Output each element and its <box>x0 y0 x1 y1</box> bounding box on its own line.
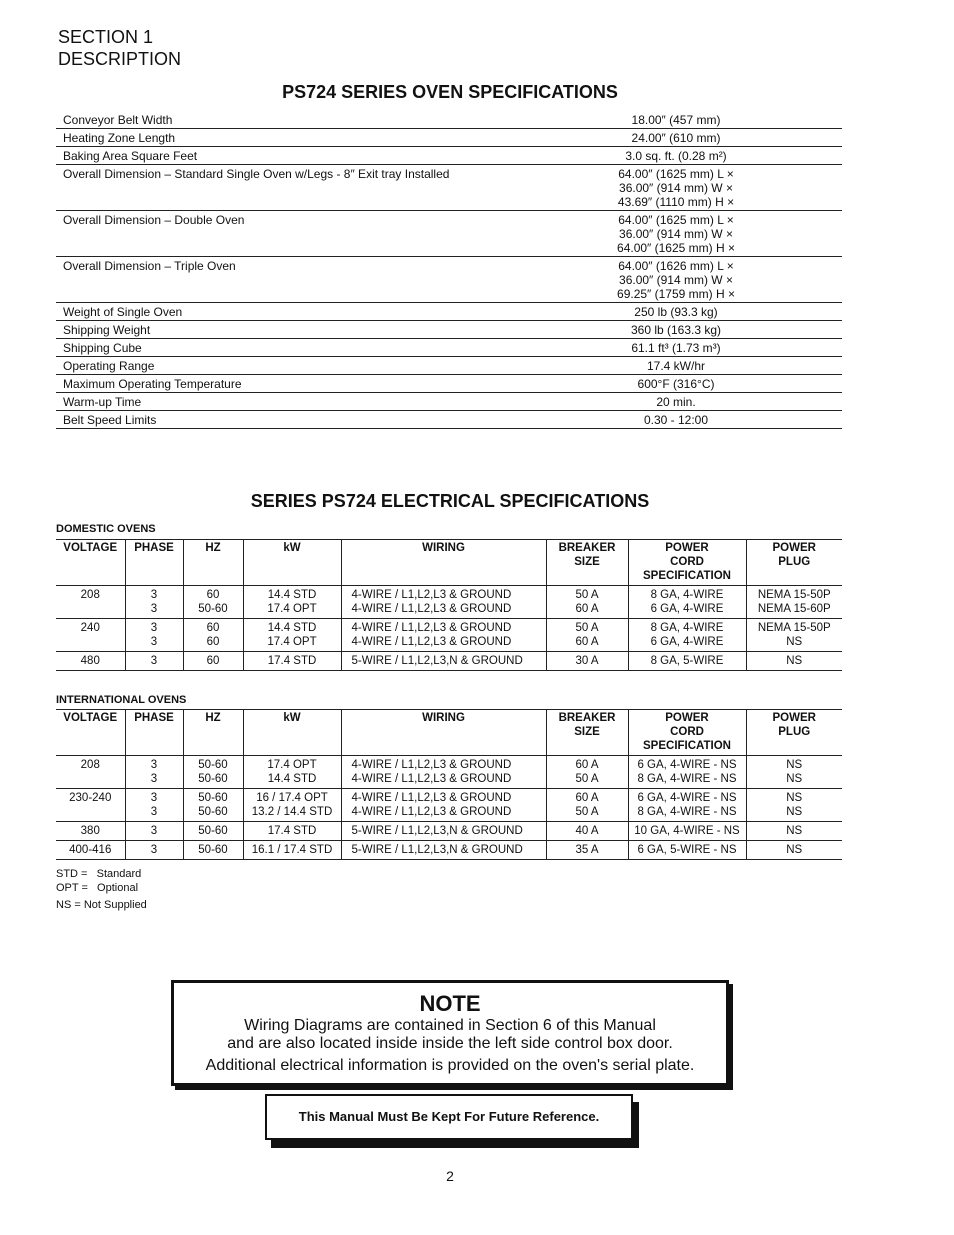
power-plug-value: NS <box>786 655 803 667</box>
phase-value: 3 <box>150 844 158 856</box>
phase-cell <box>125 756 183 789</box>
spec-value <box>509 147 842 165</box>
power-cord-value: 8 GA, 4-WIRE <box>650 589 724 601</box>
spec-label: Belt Speed Limits <box>56 411 509 429</box>
hz-cell <box>183 756 243 789</box>
phase-value: 3 <box>150 636 158 648</box>
spec-value-line: 20 min. <box>656 395 696 409</box>
voltage-cell <box>56 841 125 860</box>
kw-cell <box>243 789 341 822</box>
power-cord-cell <box>628 586 746 619</box>
table-row <box>56 756 842 789</box>
wiring-value: 4-WIRE / L1,L2,L3 & GROUND <box>351 792 512 804</box>
column-header-kw: kW <box>243 710 341 756</box>
kw-cell <box>243 822 341 841</box>
hz-cell <box>183 822 243 841</box>
phase-value: 3 <box>150 825 158 837</box>
hz-value: 50-60 <box>198 773 228 785</box>
column-header-hz: HZ <box>183 710 243 756</box>
spec-value-line: 64.00″ (1625 mm) L × <box>618 213 734 227</box>
wiring-value: 4-WIRE / L1,L2,L3 & GROUND <box>351 622 512 634</box>
power-plug-cell <box>746 822 842 841</box>
wiring-cell <box>341 586 546 619</box>
power-cord-cell <box>628 619 746 652</box>
table-row <box>56 822 842 841</box>
legend-not-supplied: NS = Not Supplied <box>56 899 147 911</box>
power-plug-cell <box>746 652 842 671</box>
column-header-power-plug: POWER PLUG <box>746 710 842 756</box>
breaker-size-cell <box>546 789 628 822</box>
kw-value: 14.4 STD <box>267 622 317 634</box>
column-header-power-cord: POWER CORD SPECIFICATION <box>628 540 746 586</box>
hz-value: 50-60 <box>198 792 228 804</box>
power-cord-value: 8 GA, 4-WIRE - NS <box>637 773 737 785</box>
breaker-size-value: 50 A <box>575 806 599 818</box>
breaker-size-cell <box>546 841 628 860</box>
hz-value: 50-60 <box>198 825 228 837</box>
kw-value: 16 / 17.4 OPT <box>256 792 328 804</box>
breaker-size-value: 35 A <box>575 844 599 856</box>
spec-label: Heating Zone Length <box>56 129 509 147</box>
power-cord-value: 6 GA, 4-WIRE - NS <box>637 759 737 771</box>
voltage-cell <box>56 586 125 619</box>
wiring-value: 4-WIRE / L1,L2,L3 & GROUND <box>351 806 512 818</box>
wiring-value: 4-WIRE / L1,L2,L3 & GROUND <box>351 636 512 648</box>
power-cord-value: 8 GA, 5-WIRE <box>650 655 724 667</box>
hz-value: 60 <box>206 622 220 634</box>
voltage-value: 208 <box>80 589 100 601</box>
table-row <box>56 841 842 860</box>
phase-value: 3 <box>150 589 158 601</box>
wiring-value: 5-WIRE / L1,L2,L3,N & GROUND <box>351 655 523 667</box>
power-plug-value: NEMA 15-60P <box>757 603 831 615</box>
domestic-ovens-heading: DOMESTIC OVENS <box>56 523 156 535</box>
phase-value: 3 <box>150 759 158 771</box>
breaker-size-value: 30 A <box>575 655 599 667</box>
spec-value-line: 17.4 kW/hr <box>646 359 706 373</box>
power-cord-value: 8 GA, 4-WIRE - NS <box>637 806 737 818</box>
spec-value-line: 24.00″ (610 mm) <box>631 131 721 145</box>
oven-specifications-table <box>56 111 842 429</box>
kw-value: 16.1 / 17.4 STD <box>251 844 333 856</box>
spec-value-line: 18.00″ (457 mm) <box>631 113 721 127</box>
phase-cell <box>125 822 183 841</box>
section-title: DESCRIPTION <box>58 49 182 69</box>
kw-value: 17.4 STD <box>267 655 317 667</box>
electrical-specifications-title: SERIES PS724 ELECTRICAL SPECIFICATIONS <box>250 491 650 511</box>
voltage-cell <box>56 756 125 789</box>
voltage-value: 240 <box>80 622 100 634</box>
spec-label: Baking Area Square Feet <box>56 147 509 165</box>
kw-value: 17.4 STD <box>267 825 317 837</box>
international-ovens-table <box>56 709 842 860</box>
spec-row <box>56 321 842 339</box>
phase-value: 3 <box>150 792 158 804</box>
phase-cell <box>125 619 183 652</box>
voltage-value: 380 <box>80 825 100 837</box>
breaker-size-value: 60 A <box>575 792 599 804</box>
hz-value: 60 <box>206 589 220 601</box>
hz-value: 50-60 <box>198 603 228 615</box>
spec-value <box>509 357 842 375</box>
spec-label: Conveyor Belt Width <box>56 111 509 129</box>
power-plug-value: NS <box>786 806 803 818</box>
power-cord-cell <box>628 756 746 789</box>
voltage-value: 480 <box>80 655 100 667</box>
hz-value: 50-60 <box>198 806 228 818</box>
column-header-voltage: VOLTAGE <box>56 540 125 586</box>
spec-value <box>509 303 842 321</box>
kw-value: 14.4 STD <box>267 589 317 601</box>
column-header-kw: kW <box>243 540 341 586</box>
section-header <box>58 26 181 70</box>
reference-notice: This Manual Must Be Kept For Future Reference. <box>265 1094 633 1140</box>
note-title: NOTE <box>419 991 481 1016</box>
spec-value-line: 600°F (316°C) <box>637 377 715 391</box>
spec-value <box>509 211 842 257</box>
column-header-breaker-size: BREAKER SIZE <box>546 710 628 756</box>
note-box <box>171 980 729 1086</box>
voltage-value: 230-240 <box>69 792 112 804</box>
hz-cell <box>183 586 243 619</box>
spec-value-line: 43.69″ (1110 mm) H × <box>617 195 735 209</box>
power-plug-value: NS <box>786 773 803 785</box>
voltage-cell <box>56 789 125 822</box>
spec-row <box>56 211 842 257</box>
spec-value-line: 250 lb (93.3 kg) <box>634 305 718 319</box>
note-line-3: Additional electrical information is provided on the oven's serial plate. <box>205 1057 695 1074</box>
phase-value: 3 <box>150 603 158 615</box>
legend-standard: STD = Standard <box>56 868 142 880</box>
breaker-size-cell <box>546 619 628 652</box>
wiring-value: 5-WIRE / L1,L2,L3,N & GROUND <box>351 844 523 856</box>
kw-cell <box>243 619 341 652</box>
spec-row <box>56 357 842 375</box>
spec-row <box>56 165 842 211</box>
table-row <box>56 789 842 822</box>
hz-cell <box>183 619 243 652</box>
wiring-value: 4-WIRE / L1,L2,L3 & GROUND <box>351 603 512 615</box>
spec-value <box>509 111 842 129</box>
column-header-breaker-size: BREAKER SIZE <box>546 540 628 586</box>
spec-label: Overall Dimension – Triple Oven <box>56 257 509 303</box>
column-header-phase: PHASE <box>125 540 183 586</box>
spec-value-line: 61.1 ft³ (1.73 m³) <box>631 341 721 355</box>
power-plug-value: NS <box>786 792 803 804</box>
spec-row <box>56 303 842 321</box>
kw-value: 13.2 / 14.4 STD <box>251 806 333 818</box>
voltage-value: 400-416 <box>69 844 112 856</box>
table-row <box>56 619 842 652</box>
spec-value-line: 3.0 sq. ft. (0.28 m²) <box>625 149 727 163</box>
power-cord-value: 6 GA, 4-WIRE <box>650 636 724 648</box>
spec-label: Weight of Single Oven <box>56 303 509 321</box>
power-plug-cell <box>746 586 842 619</box>
power-plug-value: NS <box>786 636 803 648</box>
kw-value: 14.4 STD <box>267 773 317 785</box>
power-cord-value: 6 GA, 4-WIRE - NS <box>637 792 737 804</box>
column-header-wiring: WIRING <box>341 710 546 756</box>
power-plug-cell <box>746 841 842 860</box>
phase-cell <box>125 652 183 671</box>
hz-value: 50-60 <box>198 844 228 856</box>
wiring-cell <box>341 619 546 652</box>
column-header-hz: HZ <box>183 540 243 586</box>
breaker-size-cell <box>546 652 628 671</box>
spec-row <box>56 339 842 357</box>
spec-row <box>56 257 842 303</box>
spec-value <box>509 129 842 147</box>
column-header-power-cord: POWER CORD SPECIFICATION <box>628 710 746 756</box>
power-cord-value: 8 GA, 4-WIRE <box>650 622 724 634</box>
power-cord-cell <box>628 789 746 822</box>
breaker-size-value: 60 A <box>575 759 599 771</box>
spec-value <box>509 165 842 211</box>
wiring-cell <box>341 756 546 789</box>
table-row <box>56 652 842 671</box>
breaker-size-value: 60 A <box>575 636 599 648</box>
wiring-cell <box>341 822 546 841</box>
power-cord-value: 6 GA, 5-WIRE - NS <box>637 844 737 856</box>
breaker-size-value: 40 A <box>575 825 599 837</box>
breaker-size-value: 50 A <box>575 589 599 601</box>
power-plug-value: NS <box>786 844 803 856</box>
column-header-wiring: WIRING <box>341 540 546 586</box>
breaker-size-cell <box>546 756 628 789</box>
voltage-value: 208 <box>80 759 100 771</box>
column-header-phase: PHASE <box>125 710 183 756</box>
power-cord-cell <box>628 841 746 860</box>
spec-label: Shipping Cube <box>56 339 509 357</box>
power-plug-value: NS <box>786 759 803 771</box>
kw-value: 17.4 OPT <box>267 759 317 771</box>
spec-value <box>509 375 842 393</box>
hz-value: 50-60 <box>198 759 228 771</box>
phase-cell <box>125 789 183 822</box>
kw-value: 17.4 OPT <box>267 636 317 648</box>
phase-value: 3 <box>150 806 158 818</box>
spec-value-line: 36.00″ (914 mm) W × <box>619 181 733 195</box>
spec-row <box>56 411 842 429</box>
spec-value <box>509 339 842 357</box>
power-plug-value: NS <box>786 825 803 837</box>
spec-row <box>56 375 842 393</box>
hz-cell <box>183 652 243 671</box>
hz-value: 60 <box>206 636 220 648</box>
kw-cell <box>243 756 341 789</box>
power-plug-cell <box>746 619 842 652</box>
power-cord-cell <box>628 652 746 671</box>
spec-value-line: 36.00″ (914 mm) W × <box>619 273 733 287</box>
breaker-size-value: 60 A <box>575 603 599 615</box>
table-row <box>56 586 842 619</box>
section-number: SECTION 1 <box>58 27 154 47</box>
phase-cell <box>125 841 183 860</box>
hz-cell <box>183 789 243 822</box>
spec-row <box>56 129 842 147</box>
spec-row <box>56 147 842 165</box>
power-cord-value: 6 GA, 4-WIRE <box>650 603 724 615</box>
wiring-value: 5-WIRE / L1,L2,L3,N & GROUND <box>351 825 523 837</box>
power-plug-value: NEMA 15-50P <box>757 622 831 634</box>
voltage-cell <box>56 652 125 671</box>
spec-value-line: 64.00″ (1626 mm) L × <box>618 259 734 273</box>
hz-value: 60 <box>206 655 220 667</box>
breaker-size-value: 50 A <box>575 622 599 634</box>
kw-cell <box>243 586 341 619</box>
spec-label: Overall Dimension – Standard Single Oven w/Legs - 8″ Exit tray Installed <box>56 165 509 211</box>
wiring-cell <box>341 789 546 822</box>
power-cord-cell <box>628 822 746 841</box>
spec-label: Operating Range <box>56 357 509 375</box>
spec-value <box>509 257 842 303</box>
spec-value-line: 0.30 - 12:00 <box>643 413 709 427</box>
page-number: 2 <box>446 1168 454 1184</box>
legend-optional: OPT = Optional <box>56 882 139 894</box>
phase-value: 3 <box>150 655 158 667</box>
phase-value: 3 <box>150 773 158 785</box>
spec-value-line: 360 lb (163.3 kg) <box>630 323 722 337</box>
spec-value-line: 64.00″ (1625 mm) L × <box>618 167 734 181</box>
breaker-size-cell <box>546 822 628 841</box>
spec-label: Shipping Weight <box>56 321 509 339</box>
spec-value-line: 69.25″ (1759 mm) H × <box>617 287 735 301</box>
voltage-cell <box>56 822 125 841</box>
spec-row <box>56 111 842 129</box>
wiring-cell <box>341 652 546 671</box>
hz-cell <box>183 841 243 860</box>
power-plug-cell <box>746 789 842 822</box>
kw-cell <box>243 841 341 860</box>
phase-value: 3 <box>150 622 158 634</box>
spec-value-line: 64.00″ (1625 mm) H × <box>617 241 735 255</box>
oven-specifications-title: PS724 SERIES OVEN SPECIFICATIONS <box>282 82 618 102</box>
spec-label: Warm-up Time <box>56 393 509 411</box>
breaker-size-cell <box>546 586 628 619</box>
breaker-size-value: 50 A <box>575 773 599 785</box>
note-line-1: Wiring Diagrams are contained in Section 6 of this Manual <box>244 1017 656 1034</box>
voltage-cell <box>56 619 125 652</box>
spec-label: Maximum Operating Temperature <box>56 375 509 393</box>
domestic-ovens-table <box>56 539 842 671</box>
power-plug-value: NEMA 15-50P <box>757 589 831 601</box>
column-header-voltage: VOLTAGE <box>56 710 125 756</box>
wiring-value: 4-WIRE / L1,L2,L3 & GROUND <box>351 773 512 785</box>
spec-row <box>56 393 842 411</box>
wiring-value: 4-WIRE / L1,L2,L3 & GROUND <box>351 589 512 601</box>
power-cord-value: 10 GA, 4-WIRE - NS <box>634 825 740 837</box>
international-ovens-heading: INTERNATIONAL OVENS <box>56 694 187 706</box>
note-line-2: and are also located inside inside the left side control box door. <box>227 1035 673 1052</box>
kw-value: 17.4 OPT <box>267 603 317 615</box>
phase-cell <box>125 586 183 619</box>
column-header-power-plug: POWER PLUG <box>746 540 842 586</box>
spec-value-line: 36.00″ (914 mm) W × <box>619 227 733 241</box>
spec-value <box>509 411 842 429</box>
kw-cell <box>243 652 341 671</box>
spec-label: Overall Dimension – Double Oven <box>56 211 509 257</box>
wiring-cell <box>341 841 546 860</box>
power-plug-cell <box>746 756 842 789</box>
wiring-value: 4-WIRE / L1,L2,L3 & GROUND <box>351 759 512 771</box>
spec-value <box>509 393 842 411</box>
spec-value <box>509 321 842 339</box>
